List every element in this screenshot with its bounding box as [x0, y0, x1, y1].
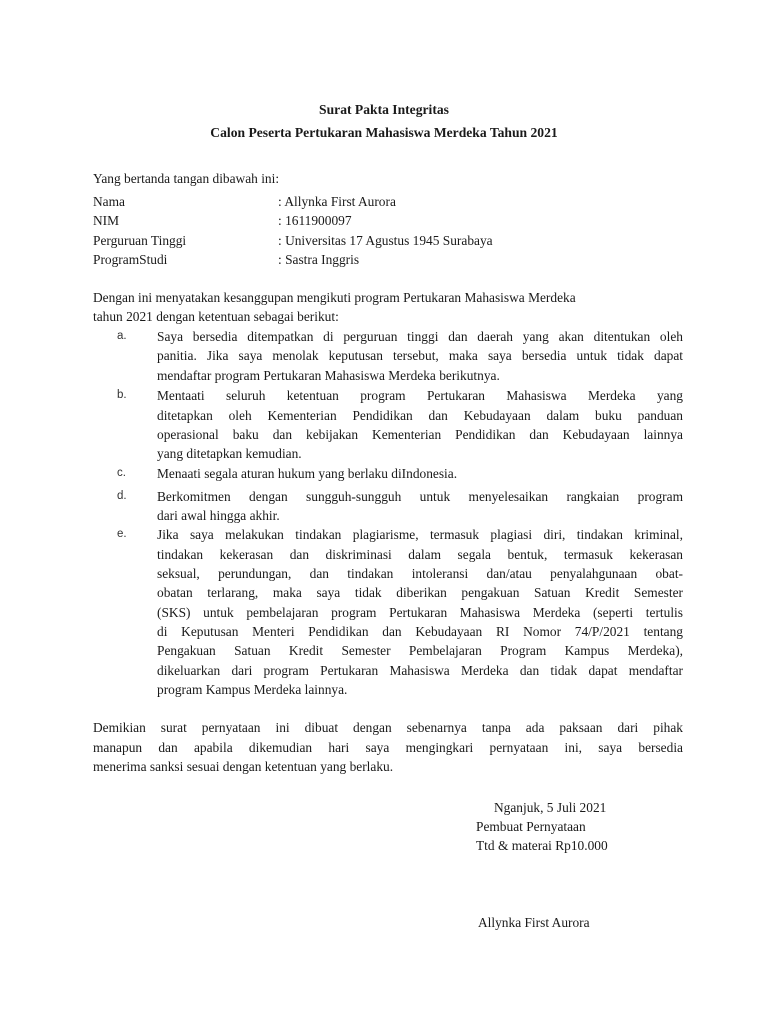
list-item-d-line-2: dari awal hingga akhir. [157, 508, 280, 523]
identity-label-nama: Nama [93, 194, 125, 209]
closing-line-3: menerima sanksi sesuai dengan ketentuan yang berlaku. [93, 759, 394, 774]
list-item-e-line-9: program Kampus Merdeka lainnya. [157, 682, 348, 697]
identity-label-nim: NIM [93, 213, 120, 228]
signature-place-date: Nganjuk, 5 Juli 2021 [494, 800, 607, 815]
identity-value-program-studi: : Sastra Inggris [278, 252, 360, 267]
list-item-d-line-1: Berkomitmen dengan sungguh-sungguh untuk menyelesaikan rangkaian program [157, 489, 683, 504]
list-item-a-line-3: mendaftar program Pertukaran Mahasiswa Merdeka berikutnya. [157, 368, 500, 383]
closing-line-2: manapun dan apabila dikemudian hari saya mengingkari pernyataan ini, saya bersedia [93, 740, 683, 755]
intro-text: Yang bertanda tangan dibawah ini: [93, 171, 280, 186]
list-marker-b: b. [117, 389, 127, 401]
statement-line-2: tahun 2021 dengan ketentuan sebagai berikut: [93, 309, 339, 324]
identity-value-perguruan-tinggi: : Universitas 17 Agustus 1945 Surabaya [278, 233, 493, 248]
list-item-e-line-1: Jika saya melakukan tindakan plagiarisme, termasuk plagiasi diri, tindakan kriminal, [157, 527, 683, 542]
list-item-c-line-1: Menaati segala aturan hukum yang berlaku diIndonesia. [157, 466, 458, 481]
list-item-e-line-7: Pengakuan Satuan Kredit Semester Pembelajaran Program Kampus Merdeka), [157, 643, 683, 658]
signature-signer-name: Allynka First Aurora [478, 915, 590, 930]
list-item-b-line-4: yang ditetapkan kemudian. [157, 446, 302, 461]
identity-value-nim: : 1611900097 [278, 213, 352, 228]
list-item-b-line-1: Mentaati seluruh ketentuan program Pertukaran Mahasiswa Merdeka yang [157, 388, 683, 403]
list-item-e-line-3: seksual, perundungan, dan tindakan intoleransi dan/atau penyalahgunaan obat- [157, 566, 683, 581]
identity-label-program-studi: ProgramStudi [93, 252, 168, 267]
list-item-e-line-2: tindakan kekerasan dan diskriminasi dalam segala bentuk, termasuk kekerasan [157, 547, 683, 562]
document-subtitle: Calon Peserta Pertukaran Mahasiswa Merdeka Tahun 2021 [210, 125, 558, 140]
identity-value-nama: : Allynka First Aurora [278, 194, 396, 209]
list-item-b-line-3: operasional baku dan kebijakan Kementerian Pendidikan dan Kebudayaan lainnya [157, 427, 683, 442]
list-item-a-line-1: Saya bersedia ditempatkan di perguruan tinggi dan daerah yang akan ditentukan oleh [157, 329, 683, 344]
list-marker-a: a. [117, 330, 127, 342]
signature-role: Pembuat Pernyataan [476, 819, 586, 834]
list-item-b-line-2: ditetapkan oleh Kementerian Pendidikan dan Kebudayaan dalam buku panduan [157, 408, 683, 423]
list-item-e-line-5: (SKS) untuk pembelajaran program Pertukaran Mahasiswa Merdeka (seperti tertulis [157, 605, 683, 620]
list-item-a-line-2: panitia. Jika saya menolak keputusan tersebut, maka saya bersedia untuk tidak dapat [157, 348, 683, 363]
document-title: Surat Pakta Integritas [319, 102, 449, 117]
closing-line-1: Demikian surat pernyataan ini dibuat dengan sebenarnya tanpa ada paksaan dari pihak [93, 720, 683, 735]
list-marker-d: d. [117, 490, 127, 502]
signature-stamp-note: Ttd & materai Rp10.000 [476, 838, 608, 853]
list-item-e-line-6: di Keputusan Menteri Pendidikan dan Kebudayaan RI Nomor 74/P/2021 tentang [157, 624, 683, 639]
list-item-e-line-8: dikeluarkan dari program Pertukaran Mahasiswa Merdeka dan tidak dapat mendaftar [157, 663, 683, 678]
list-marker-c: c. [117, 467, 126, 479]
statement-line-1: Dengan ini menyatakan kesanggupan mengikuti program Pertukaran Mahasiswa Merdeka [93, 290, 576, 305]
list-marker-e: e. [117, 528, 127, 540]
identity-label-perguruan-tinggi: Perguruan Tinggi [93, 233, 187, 248]
list-item-e-line-4: obatan terlarang, maka saya tidak diberikan pengakuan Satuan Kredit Semester [157, 585, 683, 600]
